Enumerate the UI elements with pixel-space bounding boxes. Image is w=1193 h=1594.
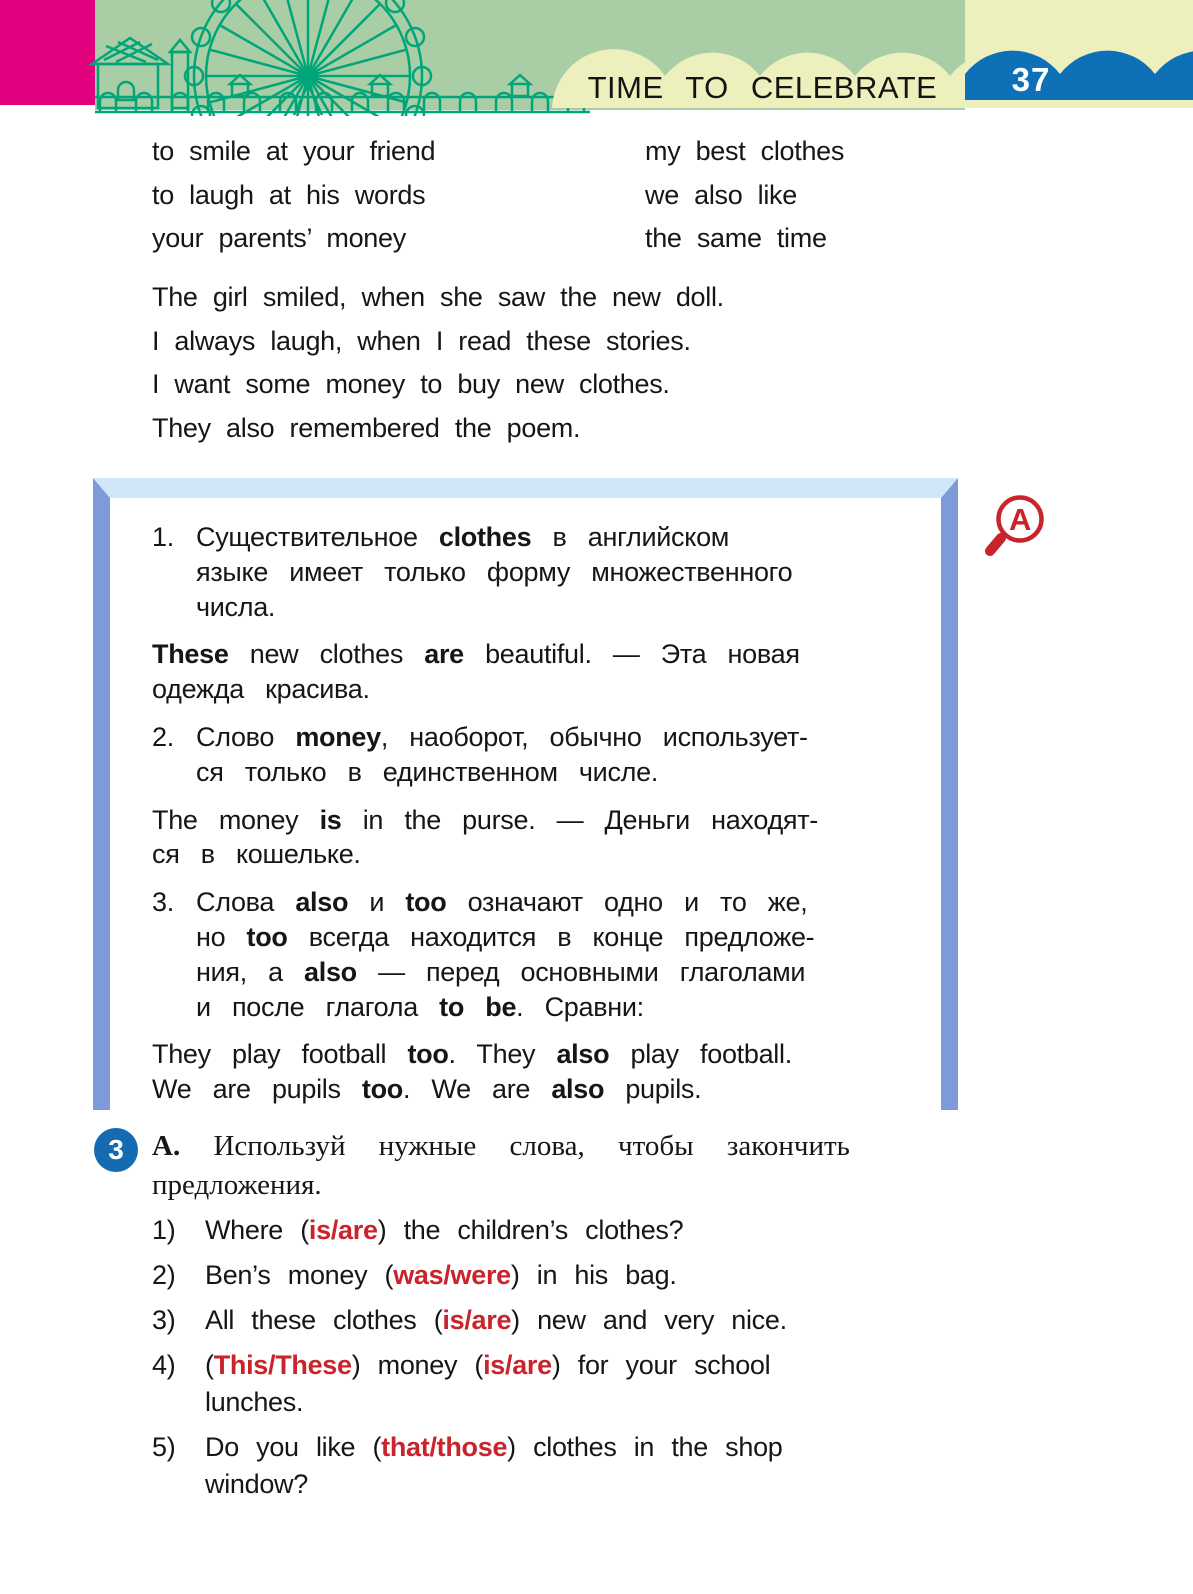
rule-item-number: 3. — [152, 887, 174, 918]
rule-item-1 — [152, 520, 890, 624]
rule-example-3 — [152, 1037, 890, 1107]
phrase-row — [152, 217, 912, 261]
rule-item-number: 1. — [152, 522, 174, 552]
chapter-title: TIME TO CELEBRATE — [587, 70, 938, 105]
rule-text-line: The money is in the purse. — Деньги находят- — [152, 804, 818, 835]
grammar-rule-box — [93, 478, 958, 1110]
rule-text-line: Слово money, наоборот, обычно использует- — [196, 721, 808, 752]
item-line: Ben’s money (was/were) in his bag. — [205, 1260, 677, 1290]
item-number: 4) — [152, 1350, 176, 1380]
phrase-row — [152, 130, 912, 174]
vocab-phrase-columns — [152, 130, 912, 261]
magnifier-a-icon — [982, 492, 1048, 568]
rule-text-line: ния, а also — перед основными глаголами — [196, 956, 806, 987]
rule-box-right-bar — [941, 478, 958, 1110]
sentence: They also remembered the poem. — [152, 412, 581, 443]
rule-example-1 — [152, 637, 890, 707]
rule-text-line: These new clothes are beautiful. — Эта новая — [152, 639, 800, 670]
rule-box-left-bar — [93, 478, 110, 1110]
item-number: 3) — [152, 1305, 176, 1335]
item-line: window? — [205, 1469, 308, 1499]
instruction-line: предложения. — [152, 1169, 322, 1201]
rule-text-line: We are pupils too. We are also pupils. — [152, 1074, 702, 1105]
item-number: 1) — [152, 1215, 176, 1245]
phrase-right: we also like — [645, 179, 797, 210]
rule-text-line: They play football too. They also play football. — [152, 1039, 792, 1070]
rule-text-line: ся только в единственном числе. — [196, 756, 659, 787]
rule-item-2 — [152, 720, 890, 790]
page-number: 37 — [1011, 61, 1051, 98]
exercise-number-badge: 3 — [94, 1128, 138, 1172]
item-line: All these clothes (is/are) new and very nice. — [205, 1305, 787, 1335]
exercise-item-4 — [152, 1347, 972, 1421]
rule-text-line: одежда красива. — [152, 674, 370, 705]
rule-text-line: ся в кошельке. — [152, 839, 361, 870]
rule-item-3 — [152, 885, 890, 1024]
exercise-item-1 — [152, 1212, 972, 1249]
item-number: 2) — [152, 1260, 176, 1290]
exercise-item-2 — [152, 1257, 972, 1294]
rule-item-number: 2. — [152, 721, 174, 752]
exercise-item-3 — [152, 1302, 972, 1339]
sentence: The girl smiled, when she saw the new doll. — [152, 282, 724, 312]
example-sentences — [152, 276, 724, 450]
item-line: Where (is/are) the children’s clothes? — [205, 1215, 684, 1245]
item-number: 5) — [152, 1432, 176, 1462]
rule-box-content — [152, 498, 890, 1120]
item-line: (This/These) money (is/are) for your school — [205, 1350, 771, 1380]
exercise-instruction — [152, 1127, 962, 1205]
svg-text:A: A — [1008, 502, 1032, 537]
rule-text-line: числа. — [196, 591, 276, 622]
phrase-right: my best clothes — [645, 136, 845, 166]
phrase-right: the same time — [645, 223, 827, 253]
phrase-left: to smile at your friend — [152, 136, 436, 166]
rule-text-line: Слова also и too означают одно и то же, — [196, 887, 808, 918]
rule-example-2 — [152, 803, 890, 873]
instruction-line: А. Используй нужные слова, чтобы закончить — [152, 1130, 850, 1162]
item-line: lunches. — [205, 1387, 304, 1417]
phrase-row — [152, 174, 912, 218]
item-line: Do you like (that/those) clothes in the shop — [205, 1432, 783, 1462]
phrase-left: to laugh at his words — [152, 179, 426, 210]
rule-text-line: но too всегда находится в конце предложе- — [196, 921, 815, 952]
phrase-left: your parents’ money — [152, 223, 406, 253]
exercise-items — [152, 1212, 972, 1511]
rule-text-line: Существительное clothes в английском — [196, 522, 730, 552]
exercise-item-5 — [152, 1429, 972, 1503]
sentence: I want some money to buy new clothes. — [152, 369, 670, 399]
sentence: I always laugh, when I read these stories. — [152, 325, 691, 356]
page-header — [0, 0, 1193, 116]
rule-box-top-band — [93, 478, 958, 498]
rule-text-line: и после глагола to be. Сравни: — [196, 991, 644, 1022]
rule-text-line: языке имеет только форму множественного — [196, 556, 793, 587]
